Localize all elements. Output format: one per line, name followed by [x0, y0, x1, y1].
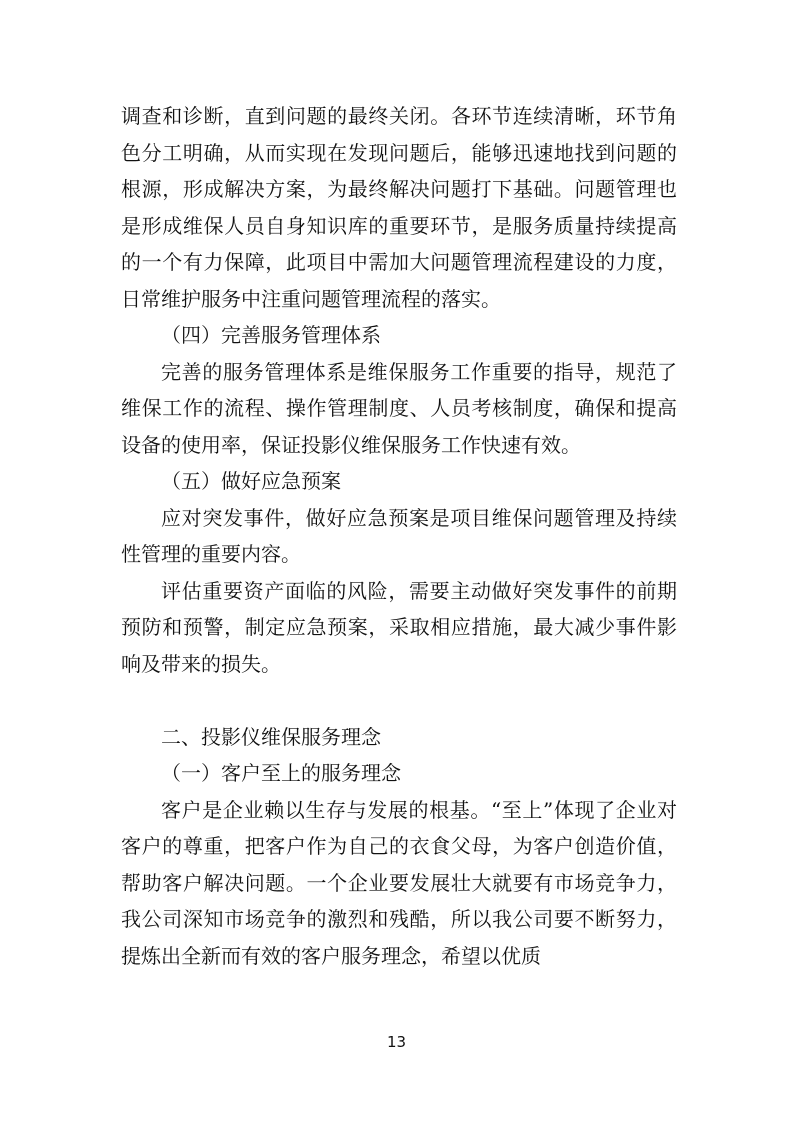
chapter-heading: 二、投影仪维保服务理念 — [161, 724, 381, 749]
section-heading: （四）完善服务管理体系 — [161, 323, 381, 347]
paragraph: 客户是企业赖以生存与发展的根基。“至上”体现了企业对客户的尊重，把客户作为自己的衣食父母，为客户创造价值，帮助客户解决问题。一个企业要发展壮大就要有市场竞争力，我公司深知市场竞争的激烈和残酷，所以我公司要不断努力，提炼出全新而有效的客户服务理念，希望以优质 — [121, 797, 677, 968]
section-heading: （五）做好应急预案 — [161, 469, 341, 493]
paragraph: 完善的服务管理体系是维保服务工作重要的指导，规范了维保工作的流程、操作管理制度、人员考核制度，确保和提高设备的使用率，保证投影仪维保服务工作快速有效。 — [121, 359, 677, 457]
blank-line — [121, 682, 677, 719]
paragraph: 应对突发事件，做好应急预案是项目维保问题管理及持续性管理的重要内容。 — [121, 505, 677, 566]
paragraph: 评估重要资产面临的风险，需要主动做好突发事件的前期预防和预警，制定应急预案，采取相应措施，最大减少事件影响及带来的损失。 — [121, 578, 677, 676]
page-number: 13 — [386, 1033, 407, 1051]
body-text — [121, 98, 677, 974]
paragraph: 调查和诊断，直到问题的最终关闭。各环节连续清晰，环节角色分工明确，从而实现在发现问题后，能够迅速地找到问题的根源，形成解决方案，为最终解决问题打下基础。问题管理也是形成维保人员自身知识库的重要环节，是服务质量持续提高的一个有力保障，此项目中需加大问题管理流程建设的力度，日常维护服务中注重问题管理流程的落实。 — [121, 104, 677, 311]
section-heading: （一）客户至上的服务理念 — [161, 761, 401, 785]
